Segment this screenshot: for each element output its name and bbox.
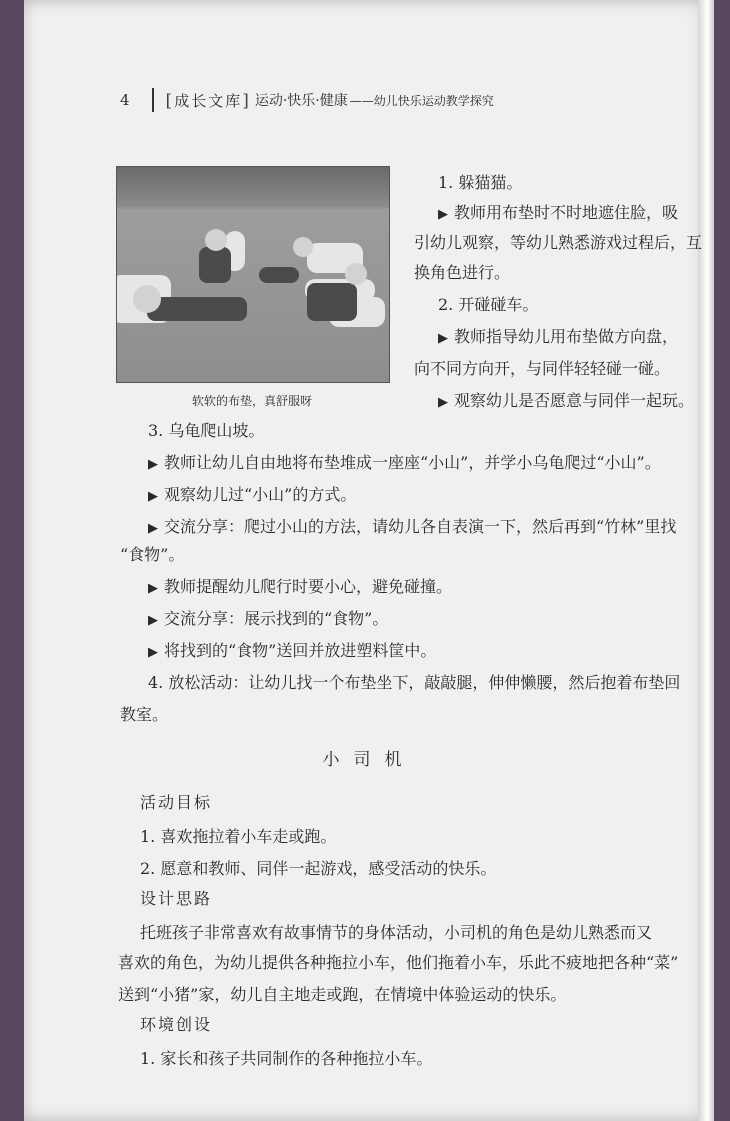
section3-b5-text: 交流分享：展示找到的“食物”。	[164, 609, 389, 628]
bullet-triangle-icon: ▶	[148, 581, 158, 596]
design-heading: 设计思路	[140, 889, 213, 908]
goal-1: 1. 喜欢拖拉着小车走或跑。	[140, 827, 337, 846]
book-title: 运动·快乐·健康	[254, 93, 348, 109]
game2-cont-1: 向不同方向开，与同伴轻轻碰一碰。	[414, 359, 671, 378]
bullet-triangle-icon: ▶	[148, 645, 158, 660]
game1-bullet-text: 教师用布垫时不时地遮住脸，吸	[454, 203, 679, 222]
game2-bullet-text: 教师指导幼儿用布垫做方向盘，	[454, 327, 679, 346]
bullet-triangle-icon: ▶	[148, 521, 158, 536]
goals-heading: 活动目标	[140, 793, 213, 812]
section3-b6-text: 将找到的“食物”送回并放进塑料筐中。	[164, 641, 437, 660]
bullet-triangle-icon: ▶	[148, 489, 158, 504]
design-line-1: 托班孩子非常喜欢有故事情节的身体活动，小司机的角色是幼儿熟悉而又	[140, 923, 653, 942]
section4-line-2: 教室。	[120, 705, 169, 724]
section3-title: 3. 乌龟爬山坡。	[148, 421, 265, 440]
bullet-triangle-icon: ▶	[148, 457, 158, 472]
section3-bullet-3-cont: “食物”。	[120, 545, 185, 564]
game2-bullet2-text: 观察幼儿是否愿意与同伴一起玩。	[454, 391, 695, 410]
section3-bullet-4	[148, 576, 452, 600]
game2-title: 2. 开碰碰车。	[438, 295, 539, 314]
section3-bullet-3	[148, 516, 676, 540]
section3-b4-text: 教师提醒幼儿爬行时要小心，避免碰撞。	[164, 577, 453, 596]
game1-bullet	[438, 202, 678, 226]
section3-b1-text: 教师让幼儿自由地将布垫堆成一座座“小山”，并学小乌龟爬过“小山”。	[164, 453, 661, 472]
bullet-triangle-icon: ▶	[438, 395, 448, 410]
game1-cont-1: 引幼儿观察，等幼儿熟悉游戏过程后，互	[414, 233, 703, 252]
running-header	[120, 86, 494, 114]
bullet-triangle-icon: ▶	[148, 613, 158, 628]
section3-bullet-5	[148, 608, 388, 632]
section3-bullet-6	[148, 640, 436, 664]
page-edge	[698, 0, 714, 1121]
book-page	[24, 0, 714, 1121]
photo-children-on-mats	[116, 166, 390, 383]
section3-bullet-1	[148, 452, 661, 476]
photo-caption: 软软的布垫，真舒服呀	[191, 394, 312, 408]
game2-bullet2	[438, 390, 694, 414]
game1-cont-2: 换角色进行。	[414, 263, 511, 282]
section3-bullet-2	[148, 484, 356, 508]
env-heading: 环境创设	[140, 1015, 213, 1034]
game2-bullet	[438, 326, 678, 350]
bullet-triangle-icon: ▶	[438, 207, 448, 222]
series-name: [成长文库]	[165, 90, 251, 111]
section3-b3-text: 交流分享：爬过小山的方法，请幼儿各自表演一下，然后再到“竹林”里找	[164, 517, 677, 536]
game1-title: 1. 躲猫猫。	[438, 173, 523, 192]
section4-line-1: 4. 放松活动：让幼儿找一个布垫坐下，敲敲腿，伸伸懒腰，然后抱着布垫回	[148, 673, 681, 692]
goal-2: 2. 愿意和教师、同伴一起游戏，感受活动的快乐。	[140, 859, 497, 878]
bullet-triangle-icon: ▶	[438, 331, 448, 346]
lesson-title: 小司机	[322, 750, 416, 770]
env-line-1: 1. 家长和孩子共同制作的各种拖拉小车。	[140, 1049, 433, 1068]
design-line-3: 送到“小猪”家，幼儿自主地走或跑，在情境中体验运动的快乐。	[118, 985, 567, 1004]
header-divider	[152, 88, 154, 112]
series-label: 成长文库	[174, 91, 243, 110]
book-subtitle: ——幼儿快乐运动教学探究	[349, 93, 494, 108]
section3-b2-text: 观察幼儿过“小山”的方式。	[164, 485, 357, 504]
design-line-2: 喜欢的角色，为幼儿提供各种拖拉小车，他们拖着小车，乐此不疲地把各种“菜”	[118, 953, 679, 972]
page-number: 4	[120, 91, 130, 109]
